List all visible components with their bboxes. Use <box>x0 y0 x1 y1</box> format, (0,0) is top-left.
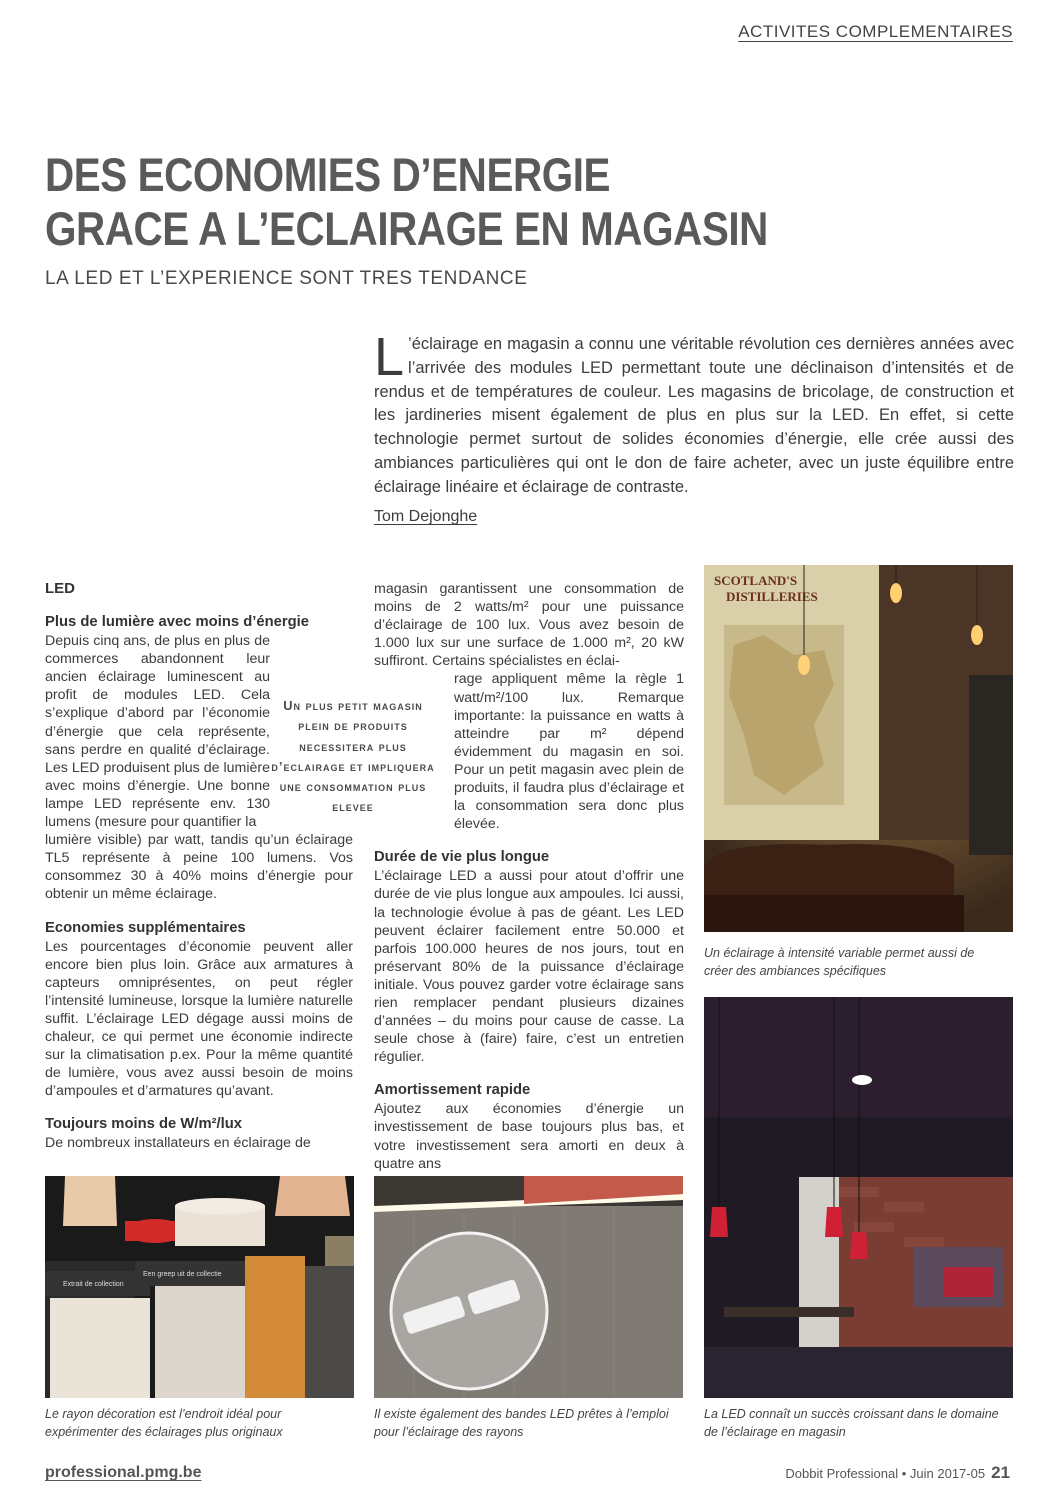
article-headline <box>45 148 768 256</box>
section-tag: ACTIVITES COMPLEMENTAIRES <box>738 22 1013 41</box>
subheading-economies: Economies supplémentaires <box>45 919 246 936</box>
photo-led-strip <box>374 1176 683 1398</box>
headline-line-2: GRACE A L’ECLAIRAGE EN MAGASIN <box>45 202 768 255</box>
decoration-image <box>45 1176 354 1398</box>
map-title-1: SCOTLAND'S <box>714 573 798 588</box>
section-heading-led: LED <box>45 580 75 597</box>
subheading-lifetime: Durée de vie plus longue <box>374 849 550 866</box>
column-2 <box>374 580 684 1173</box>
paragraph-text: Depuis cinq ans, de plus en plus de commerces abandonnent leur ancien éclairage luminescent au profit de modules LED. Cela s’explique d’abord par l’économie d’énergie que cela représente, sans perdre en qualité d’éclairage. Les LED produisent plus de lumière avec moins d’énergie. Une bonne lampe LED représente env. 130 lumens (mesure pour quantifier la <box>45 633 270 831</box>
footer-publication <box>785 1463 1010 1483</box>
publication-info: Dobbit Professional • Juin 2017-05 <box>785 1466 986 1481</box>
intro-paragraph <box>374 327 1014 500</box>
paragraph-text: Les pourcentages d’économie peuvent aller encore bien plus loin. Grâce aux armatures à capteurs omniprésentes, on peut régler l’intensité lumineuse, lorsque la lumière naturelle suffit. L’éclairage LED dégage aussi moins de chaleur, ce qui permet une économie indirecte sur la climatisation p.ex. Pour la même quantité de lumière, vous avez aussi besoin de moins d’ampoules et d’armatures qu’avant. <box>45 938 353 1100</box>
sign-collection-nl: Een greep uit de collectie <box>143 1271 222 1278</box>
paragraph-text: L’éclairage LED a aussi pour atout d’offrir une durée de vie plus longue aux ampoules. Ici aussi, la technologie évolue à pas de géant. Les LED peuvent éclairer facilement entre 50.000 et parfois 100.000 heures de nos jours, tout en préservant 80% de la puissance d’éclairage initiale. Vous pouvez garder votre éclairage sans rien remplacer pendant plusieurs dizaines d’années – du moins pour cause de casse. La seule chose à (faire) faire, c’est un entretien régulier. <box>374 868 684 1066</box>
column-1 <box>45 580 353 1152</box>
headline-line-1: DES ECONOMIES D’ENERGIE <box>45 148 611 201</box>
restaurant-image <box>704 997 1013 1398</box>
subheading-amortization: Amortissement rapide <box>374 1082 531 1099</box>
photo-whisky-bar <box>704 565 1013 932</box>
caption-led-strip: Il existe également des bandes LED prêtes à l’emploi pour l’éclairage des rayons <box>374 1407 669 1439</box>
photo-decoration <box>45 1176 354 1398</box>
drop-cap: L <box>374 327 405 387</box>
paragraph-text: lumière visible) par watt, tandis qu’un éclairage TL5 représente à peine 100 lumens. Vos consommez 30 à 40% moins d’énergie pour obtenir un même éclairage. <box>45 832 353 903</box>
paragraph-text: De nombreux installateurs en éclairage de <box>45 1135 311 1152</box>
subheading-wm2lux: Toujours moins de W/m²/lux <box>45 1116 243 1133</box>
map-title-2: DISTILLERIES <box>726 589 818 604</box>
subheading-more-light: Plus de lumière avec moins d’énergie <box>45 614 309 631</box>
page-number: 21 <box>991 1463 1010 1482</box>
paragraph-text: Ajoutez aux économies d’énergie un investissement de base toujours plus bas, et votre investissement sera amorti en deux à quatre ans <box>374 1101 684 1172</box>
paragraph-text: rage appliquent même la règle 1 watt/m²/100 lux. Remarque importante: la puissance en watts à atteindre par m² dépend évidemment du magasin en soi. Pour un petit magasin avec plein de produits, il faudra plus d’éclairage et la consommation sera donc plus élevée. <box>454 671 684 833</box>
whisky-bar-image <box>704 565 1013 932</box>
paragraph-text: magasin garantissent une consommation de moins de 2 watts/m² pour une puissance d’éclairage de 100 lux. Vous avez besoin de 1.000 lux sur une surface de 1.000 m², 20 kW suffiront. Certains spécialistes en éclai- <box>374 581 684 670</box>
footer-website-link[interactable]: professional.pmg.be <box>45 1464 202 1481</box>
caption-restaurant: La LED connaît un succès croissant dans le domaine de l’éclairage en magasin <box>704 1407 999 1439</box>
caption-decoration: Le rayon décoration est l’endroit idéal pour expérimenter des éclairages plus originaux <box>45 1407 283 1439</box>
sign-collection-fr: Extrait de collection <box>63 1281 124 1288</box>
caption-whisky-bar: Un éclairage à intensité variable permet aussi de créer des ambiances spécifiques <box>704 946 975 978</box>
pull-quote: Un plus petit magasin plein de produits necessitera plus d’eclairage et impliquera une consommation plus elevee <box>271 698 435 815</box>
intro-text: ’éclairage en magasin a connu une véritable révolution ces dernières années avec l’arrivée des modules LED permettant toute une déclinaison d’intensités et de rendus et de températures de couleur. Les magasins de bricolage, de construction et les jardineries misent également de plus en plus sur la LED. En effet, si cette technologie permet surtout de solides économies d’énergie, elle crée aussi des ambiances particulières qui ont le don de faire acheter, avec un juste équilibre entre éclairage linéaire et éclairage de contraste. <box>374 335 1014 496</box>
author-link[interactable]: Tom Dejonghe <box>374 508 478 525</box>
led-strip-image <box>374 1176 683 1398</box>
photo-restaurant <box>704 997 1013 1398</box>
article-subheadline: LA LED ET L’EXPERIENCE SONT TRES TENDANCE <box>45 268 528 289</box>
